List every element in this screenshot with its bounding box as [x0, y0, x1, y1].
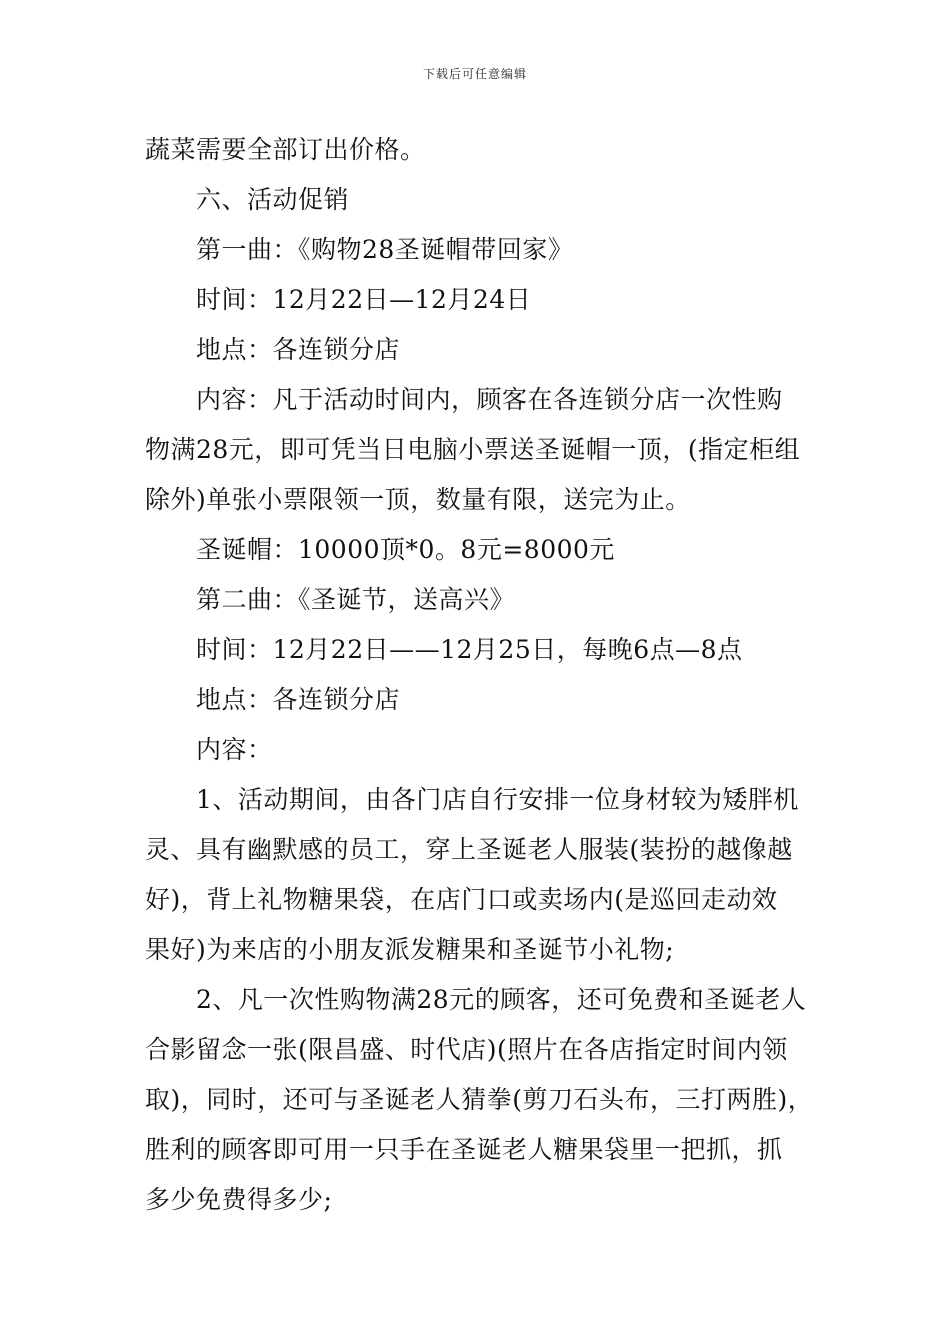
paragraph-line: 取)，同时，还可与圣诞老人猜拳(剪刀石头布，三打两胜)， [145, 1085, 814, 1114]
page-header: 下载后可任意编辑 [422, 67, 527, 81]
event-location: 地点：各连锁分店 [196, 335, 401, 364]
cost-line: 圣诞帽：10000顶*0。8元=8000元 [196, 535, 615, 564]
paragraph-line: 胜利的顾客即可用一只手在圣诞老人糖果袋里一把抓，抓 [145, 1135, 783, 1164]
paragraph-line: 多少免费得多少; [145, 1185, 333, 1214]
event-location: 地点：各连锁分店 [196, 685, 401, 714]
paragraph-line: 蔬菜需要全部订出价格。 [145, 135, 426, 164]
event-content-label: 内容： [196, 735, 273, 764]
paragraph-line: 物满28元，即可凭当日电脑小票送圣诞帽一顶，(指定柜组 [145, 435, 801, 464]
event-time: 时间：12月22日—12月24日 [196, 285, 532, 314]
event-title: 第一曲：《购物28圣诞帽带回家》 [196, 235, 574, 264]
event-title: 第二曲：《圣诞节，送高兴》 [196, 585, 516, 614]
event-time: 时间：12月22日——12月25日，每晚6点—8点 [196, 635, 743, 664]
section-heading: 六、活动促销 [196, 185, 350, 214]
paragraph-line: 好)，背上礼物糖果袋，在店门口或卖场内(是巡回走动效 [145, 885, 778, 914]
paragraph-line: 除外)单张小票限领一顶，数量有限，送完为止。 [145, 485, 691, 514]
list-item: 2、凡一次性购物满28元的顾客，还可免费和圣诞老人 [196, 985, 807, 1014]
paragraph-line: 果好)为来店的小朋友派发糖果和圣诞节小礼物; [145, 935, 675, 964]
list-item: 1、活动期间，由各门店自行安排一位身材较为矮胖机 [196, 785, 799, 814]
paragraph-line: 灵、具有幽默感的员工，穿上圣诞老人服装(装扮的越像越 [145, 835, 793, 864]
paragraph-line: 合影留念一张(限昌盛、时代店)(照片在各店指定时间内领 [145, 1035, 788, 1064]
event-content: 内容：凡于活动时间内，顾客在各连锁分店一次性购 [196, 385, 783, 414]
